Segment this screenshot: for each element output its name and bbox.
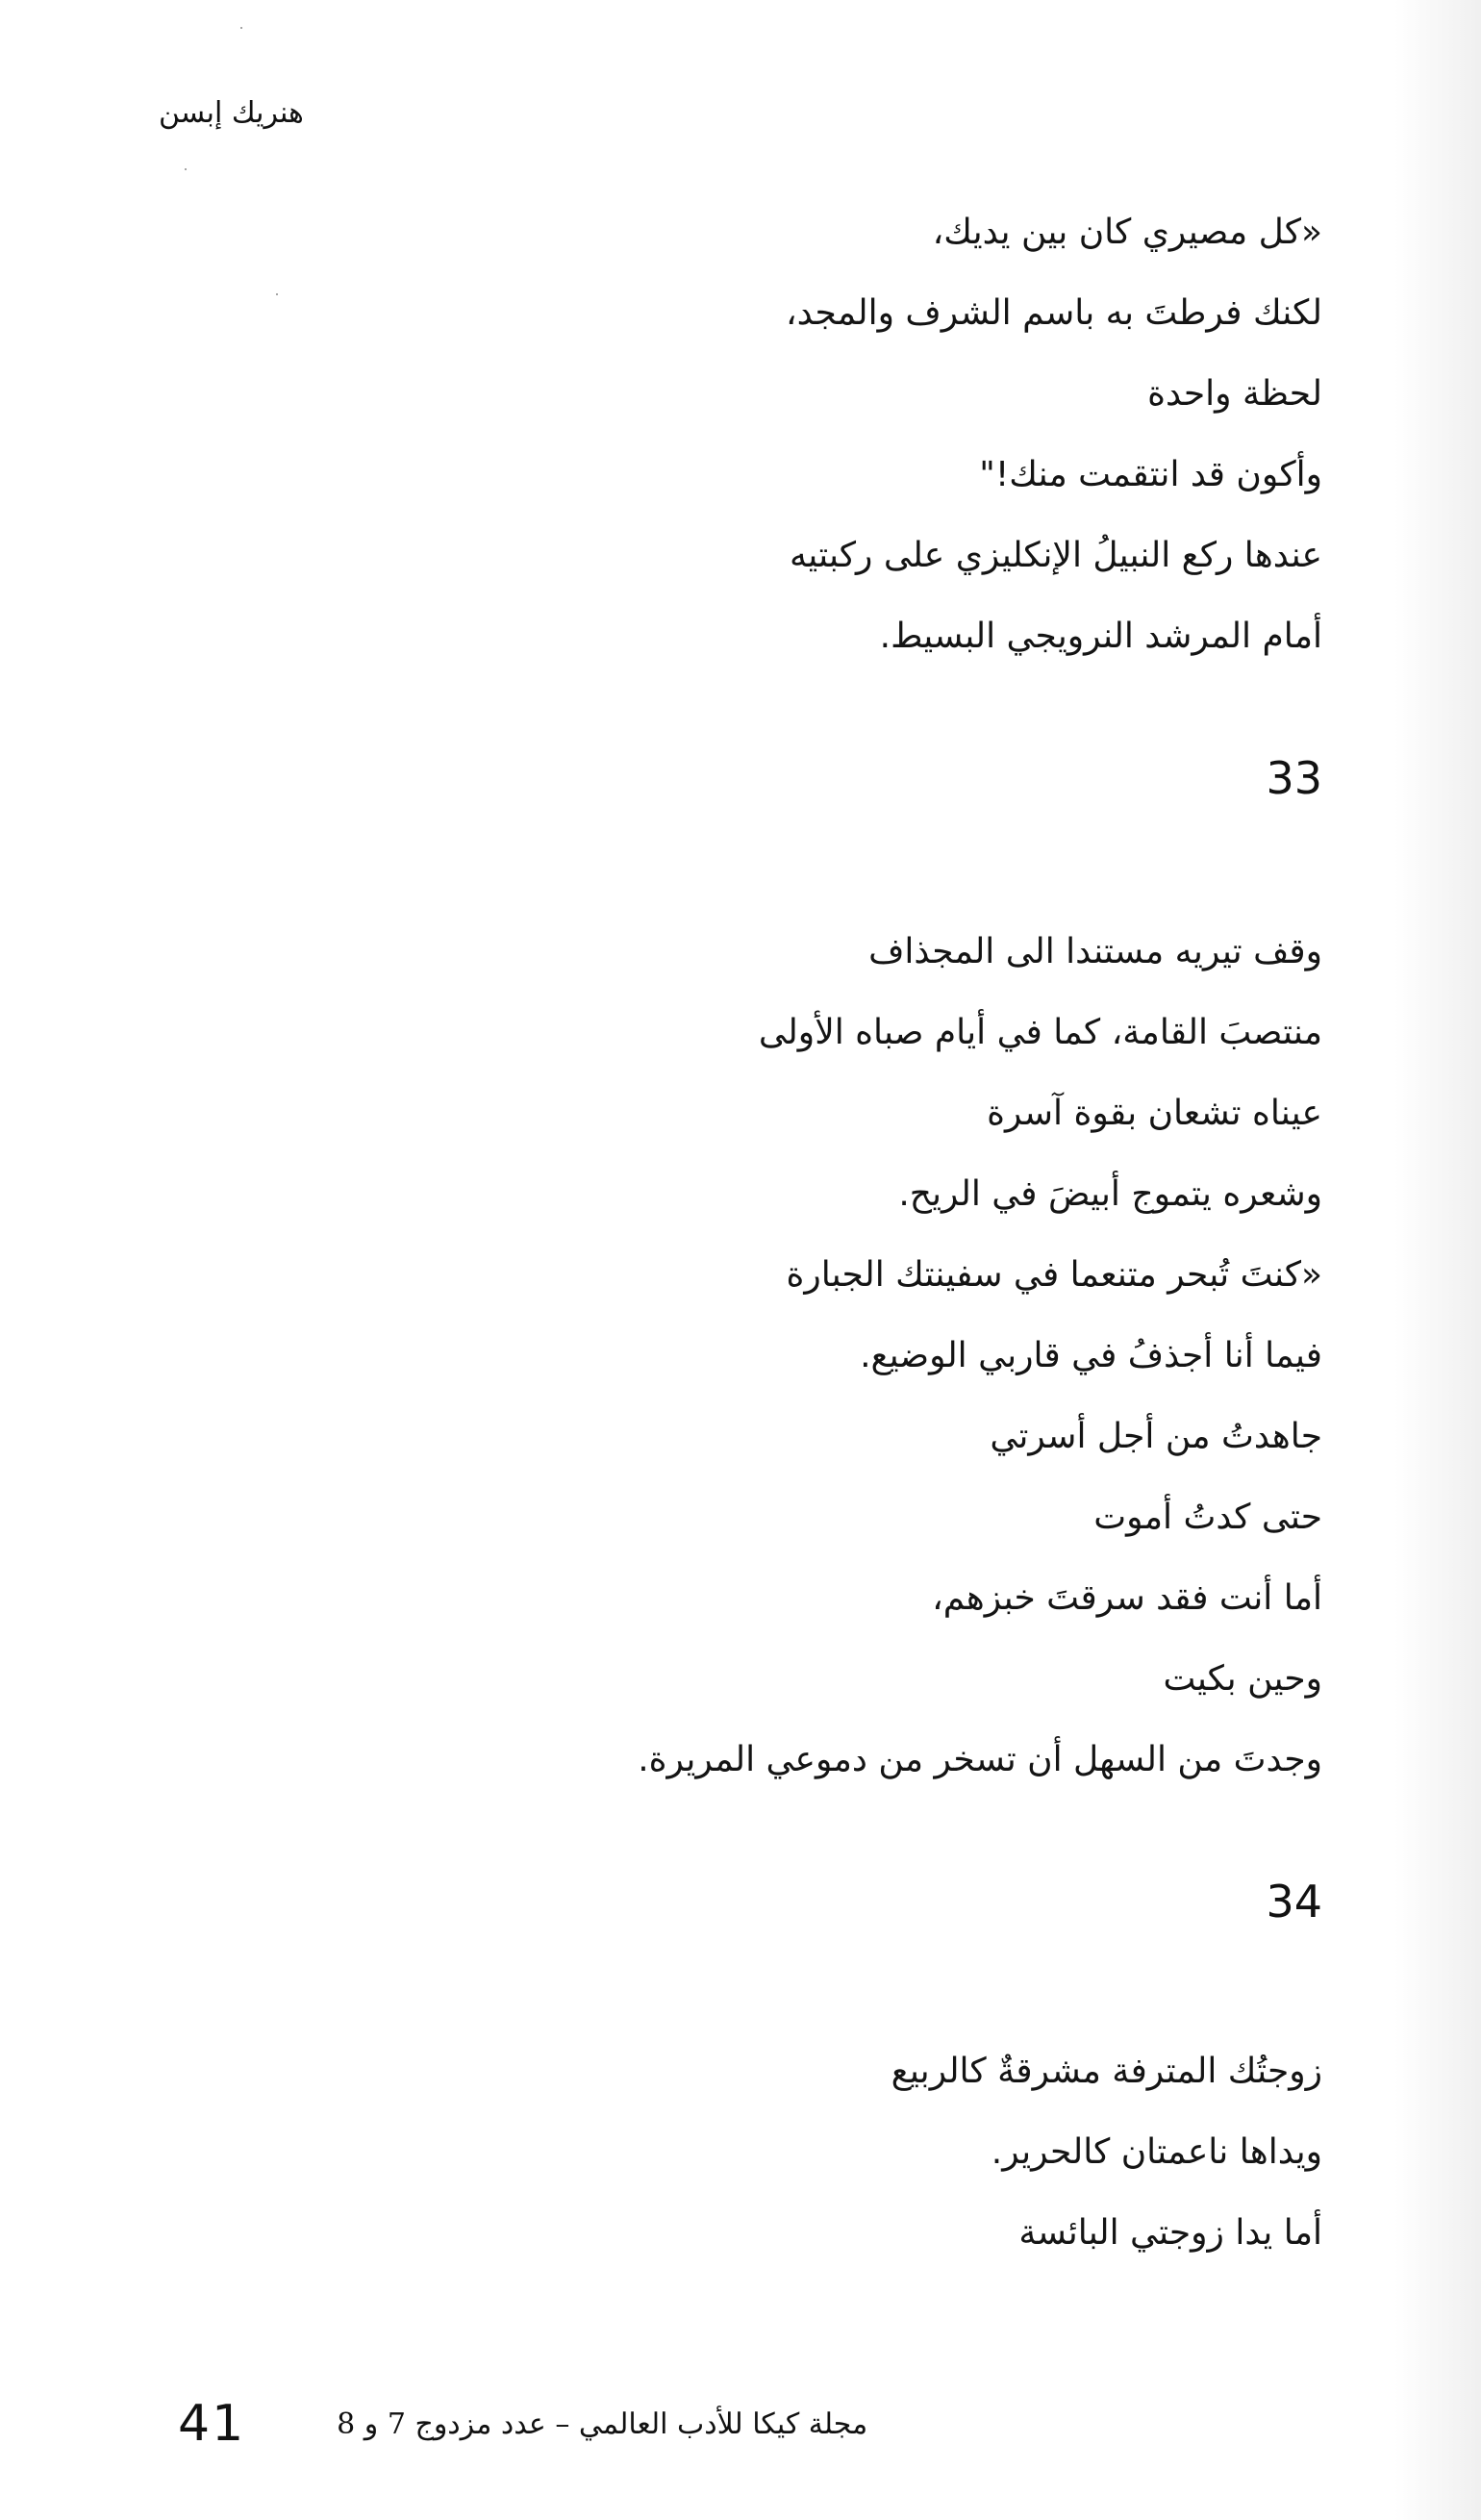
page-edge-shadow bbox=[1394, 0, 1481, 2520]
stanza-1 bbox=[264, 192, 1322, 677]
running-header: هنريك إبسن bbox=[159, 96, 304, 130]
section-number: 34 bbox=[1266, 1876, 1322, 1928]
poem-line: وجدتَ من السهل أن تسخر من دموعي المريرة. bbox=[638, 1740, 1322, 1779]
poem-line: وحين بكيت bbox=[1163, 1659, 1322, 1699]
poem-line: فيما أنا أجذفُ في قاربي الوضيع. bbox=[860, 1336, 1322, 1375]
poem-line: «كنتَ تُبحر متنعما في سفينتك الجبارة bbox=[786, 1255, 1322, 1295]
poem-line: زوجتُك المترفة مشرقةٌ كالربيع bbox=[891, 2052, 1322, 2091]
scan-speck bbox=[240, 27, 242, 29]
page-footer bbox=[178, 2395, 867, 2453]
poem-line: أما يدا زوجتي البائسة bbox=[1018, 2213, 1322, 2253]
poem-line: «كل مصيري كان بين يديك، bbox=[932, 213, 1322, 252]
poem-line: وشعره يتموج أبيضَ في الريح. bbox=[898, 1174, 1322, 1214]
stanza-33 bbox=[264, 912, 1322, 1801]
poem-line: وأكون قد انتقمت منك!" bbox=[979, 455, 1322, 494]
poem-line: أمام المرشد النرويجي البسيط. bbox=[879, 617, 1322, 656]
poem-line: لحظة واحدة bbox=[1147, 374, 1322, 414]
poem-line: أما أنت فقد سرقتَ خبزهم، bbox=[932, 1578, 1322, 1618]
journal-issue-label: مجلة كيكا للأدب العالمي – عدد مزدوج 7 و 8 bbox=[337, 2407, 868, 2441]
page-number: 41 bbox=[178, 2395, 246, 2453]
poem-line: عندها ركع النبيلُ الإنكليزي على ركبتيه bbox=[790, 536, 1322, 575]
poem-line: وقف تيريه مستندا الى المجذاف bbox=[868, 932, 1322, 971]
poem-line: جاهدتُ من أجل أسرتي bbox=[990, 1417, 1322, 1456]
poem-line: لكنك فرطتَ به باسم الشرف والمجد، bbox=[786, 293, 1322, 333]
poem-line: عيناه تشعان بقوة آسرة bbox=[987, 1094, 1322, 1133]
stanza-34 bbox=[264, 2031, 1322, 2274]
poem-line: منتصبَ القامة، كما في أيام صباه الأولى bbox=[758, 1013, 1322, 1052]
scan-speck bbox=[185, 168, 187, 170]
poem-line: حتى كدتُ أموت bbox=[1093, 1498, 1322, 1537]
poem-line: ويداها ناعمتان كالحرير. bbox=[991, 2132, 1322, 2172]
section-number: 33 bbox=[1266, 752, 1322, 804]
